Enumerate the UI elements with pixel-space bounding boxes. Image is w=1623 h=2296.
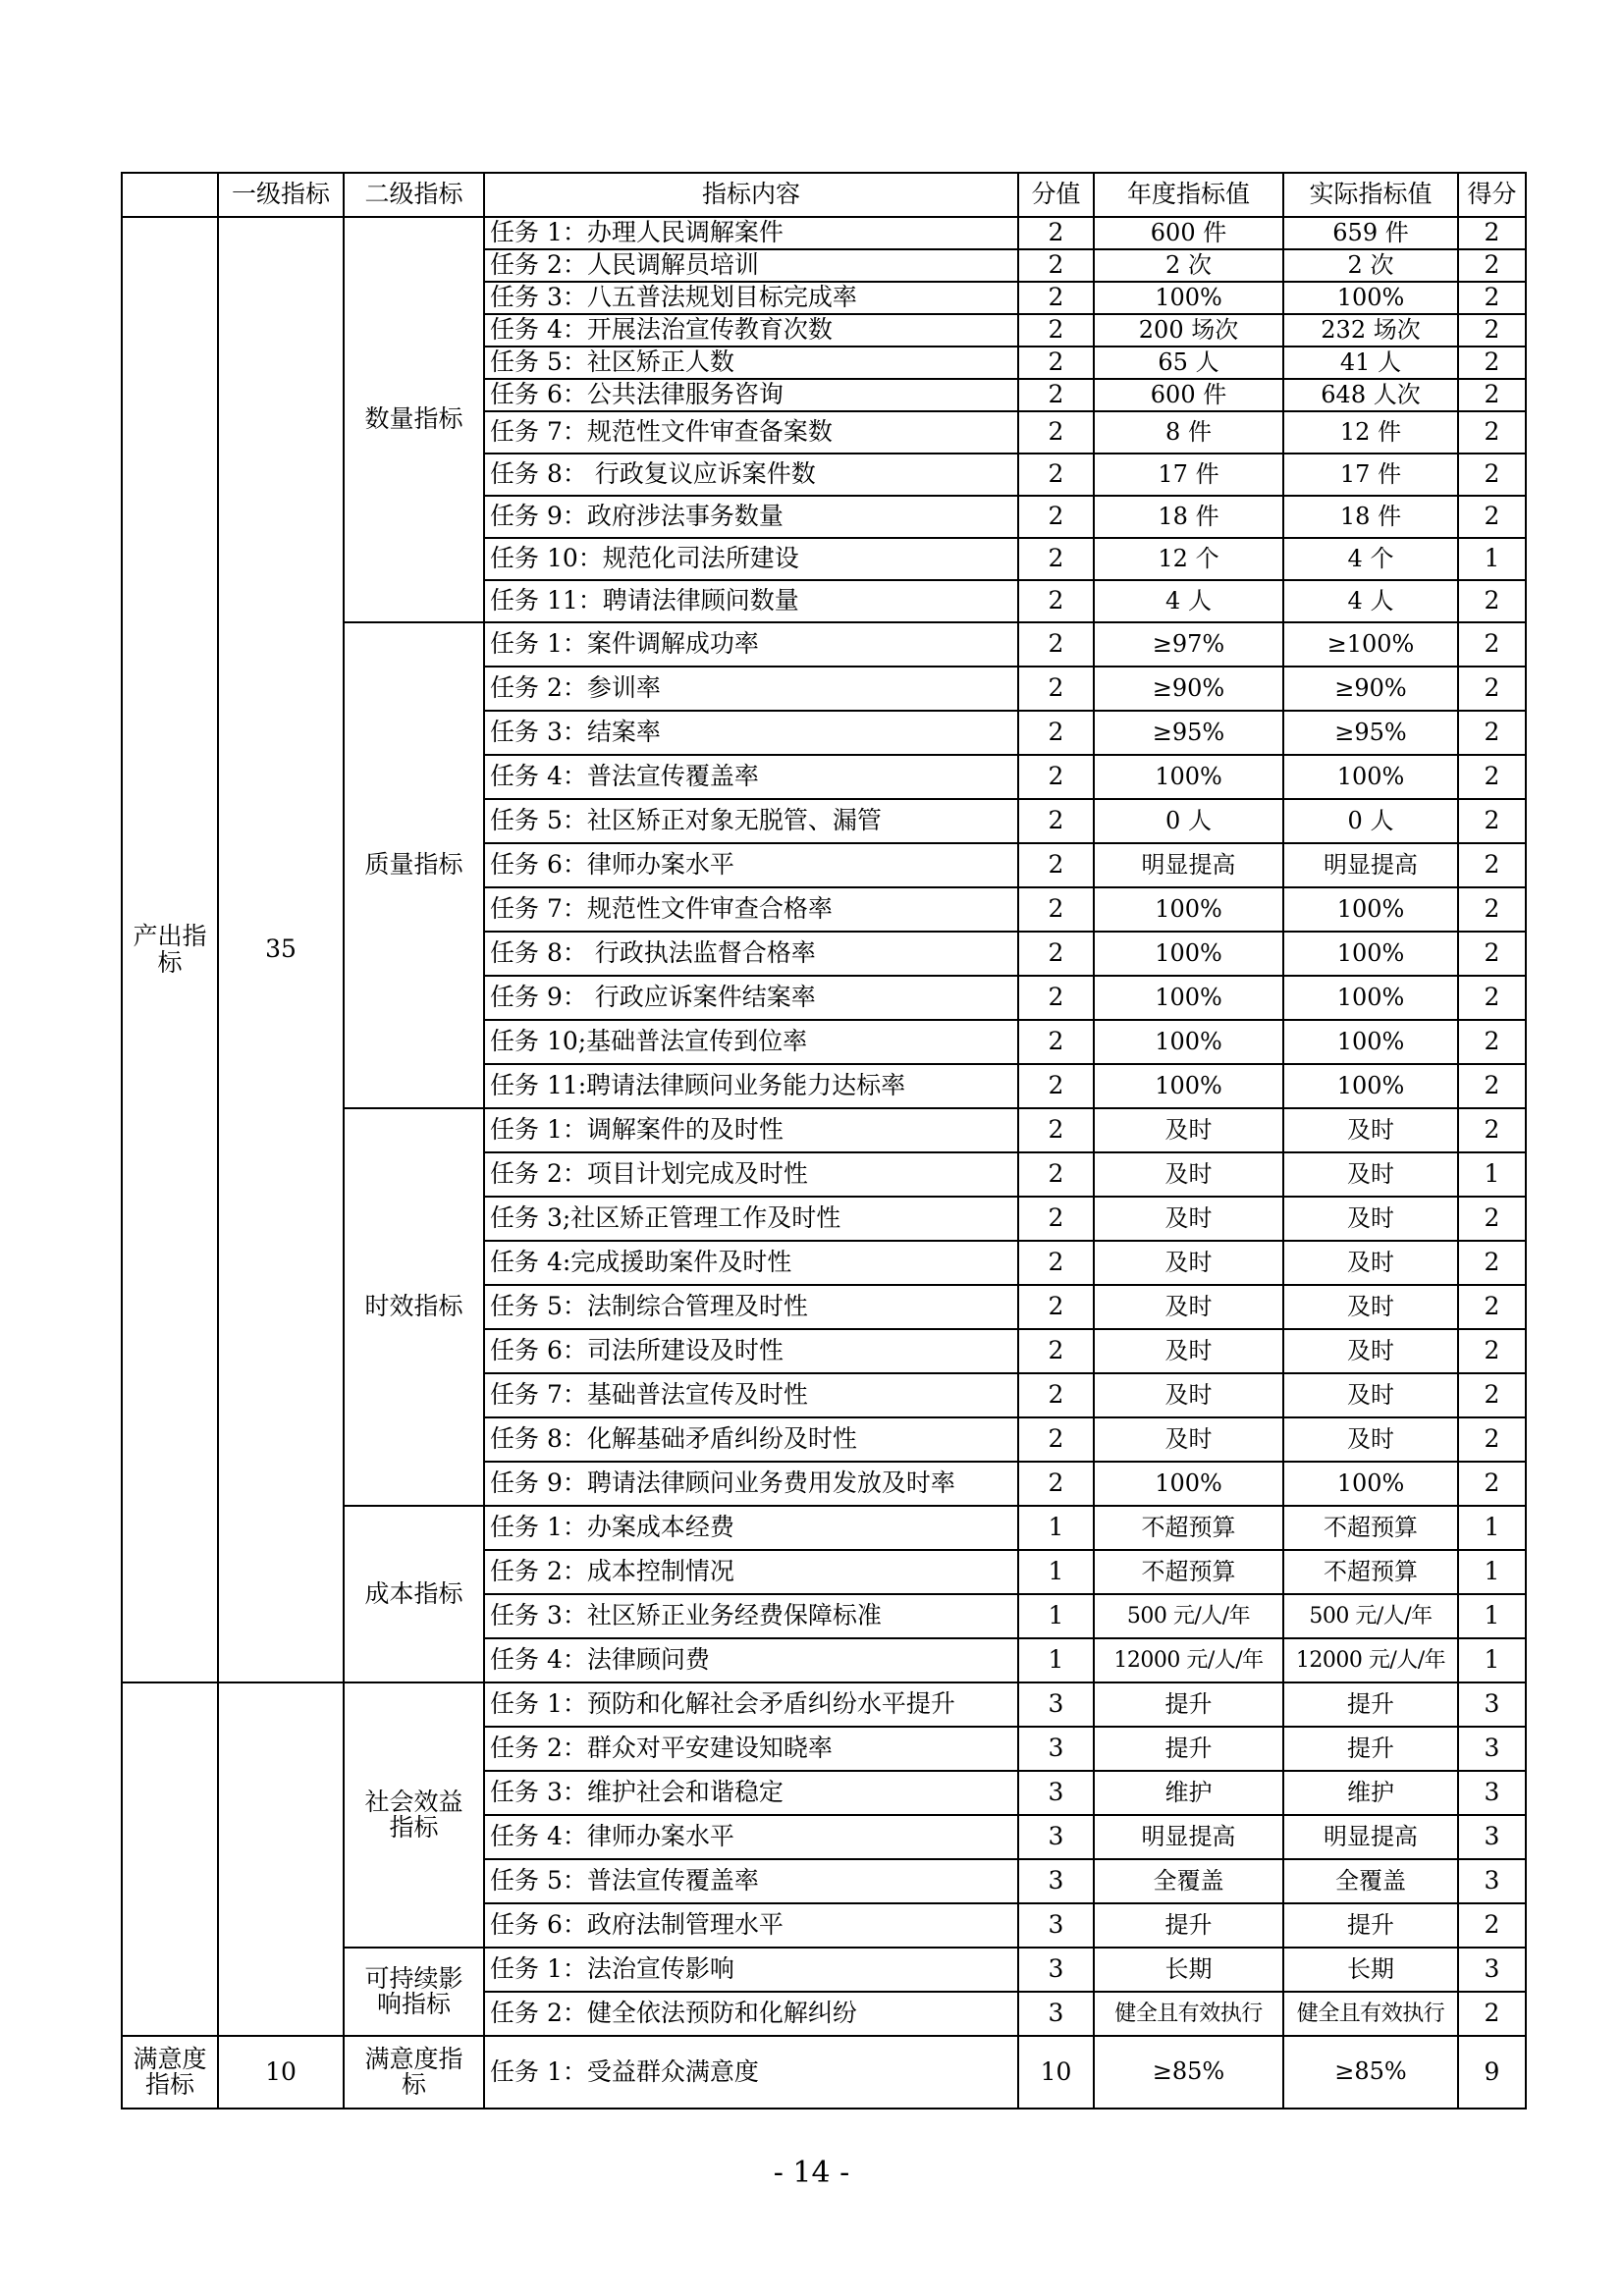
- annual-target-cell: 全覆盖: [1094, 1859, 1283, 1903]
- points-cell: 2: [1458, 249, 1526, 282]
- points-cell: 2: [1458, 411, 1526, 454]
- indicator-content-cell: 任务 11：聘请法律顾问数量: [484, 580, 1018, 622]
- actual-value-cell: 及时: [1283, 1329, 1458, 1373]
- annual-target-cell: 500 元/人/年: [1094, 1594, 1283, 1638]
- score-cell: 3: [1018, 1815, 1094, 1859]
- score-cell: 2: [1018, 1417, 1094, 1462]
- score-cell: 2: [1018, 1108, 1094, 1152]
- score-cell: 2: [1018, 755, 1094, 799]
- points-cell: 2: [1458, 887, 1526, 932]
- points-cell: 2: [1458, 622, 1526, 667]
- score-cell: 2: [1018, 217, 1094, 249]
- indicator-content-cell: 任务 2：成本控制情况: [484, 1550, 1018, 1594]
- indicator-content-cell: 任务 2：群众对平安建设知晓率: [484, 1727, 1018, 1771]
- points-cell: 2: [1458, 1285, 1526, 1329]
- score-cell: 2: [1018, 667, 1094, 711]
- points-cell: 2: [1458, 1197, 1526, 1241]
- score-cell: 2: [1018, 538, 1094, 580]
- points-cell: 2: [1458, 667, 1526, 711]
- annual-target-cell: 100%: [1094, 932, 1283, 976]
- actual-value-cell: 41 人: [1283, 347, 1458, 379]
- points-cell: 3: [1458, 1815, 1526, 1859]
- points-cell: 2: [1458, 1417, 1526, 1462]
- indicator-content-cell: 任务 5：普法宣传覆盖率: [484, 1859, 1018, 1903]
- level1-score-cell: [218, 1682, 344, 2036]
- annual-target-cell: 明显提高: [1094, 1815, 1283, 1859]
- indicator-content-cell: 任务 1：法治宣传影响: [484, 1948, 1018, 1992]
- annual-target-cell: 100%: [1094, 282, 1283, 314]
- annual-target-cell: 提升: [1094, 1727, 1283, 1771]
- score-cell: 2: [1018, 1064, 1094, 1108]
- points-cell: 3: [1458, 1859, 1526, 1903]
- indicator-content-cell: 任务 3：维护社会和谐稳定: [484, 1771, 1018, 1815]
- score-cell: 2: [1018, 314, 1094, 347]
- points-cell: 2: [1458, 347, 1526, 379]
- score-cell: 2: [1018, 799, 1094, 843]
- score-cell: 2: [1018, 976, 1094, 1020]
- annual-target-cell: 4 人: [1094, 580, 1283, 622]
- annual-target-cell: 100%: [1094, 1020, 1283, 1064]
- actual-value-cell: 100%: [1283, 1462, 1458, 1506]
- actual-value-cell: 100%: [1283, 755, 1458, 799]
- header-points: 得分: [1458, 173, 1526, 217]
- indicator-content-cell: 任务 6：司法所建设及时性: [484, 1329, 1018, 1373]
- actual-value-cell: 明显提高: [1283, 843, 1458, 887]
- actual-value-cell: 100%: [1283, 887, 1458, 932]
- indicator-content-cell: 任务 3：社区矫正业务经费保障标准: [484, 1594, 1018, 1638]
- indicator-content-cell: 任务 1：案件调解成功率: [484, 622, 1018, 667]
- header-level2: 二级指标: [344, 173, 484, 217]
- indicator-content-cell: 任务 9： 行政应诉案件结案率: [484, 976, 1018, 1020]
- level2-indicator-cell: 数量指标: [344, 217, 484, 622]
- score-cell: 2: [1018, 1197, 1094, 1241]
- annual-target-cell: 18 件: [1094, 496, 1283, 538]
- indicator-content-cell: 任务 1：调解案件的及时性: [484, 1108, 1018, 1152]
- points-cell: 3: [1458, 1682, 1526, 1727]
- actual-value-cell: 及时: [1283, 1241, 1458, 1285]
- annual-target-cell: 100%: [1094, 1462, 1283, 1506]
- annual-target-cell: 健全且有效执行: [1094, 1992, 1283, 2036]
- indicator-content-cell: 任务 4：律师办案水平: [484, 1815, 1018, 1859]
- points-cell: 3: [1458, 1948, 1526, 1992]
- indicator-content-cell: 任务 4：法律顾问费: [484, 1638, 1018, 1682]
- points-cell: 2: [1458, 217, 1526, 249]
- indicator-content-cell: 任务 7：规范性文件审查备案数: [484, 411, 1018, 454]
- annual-target-cell: 不超预算: [1094, 1506, 1283, 1550]
- indicator-content-cell: 任务 8： 行政执法监督合格率: [484, 932, 1018, 976]
- level1-indicator-cell: 满意度指标: [122, 2036, 218, 2109]
- actual-value-cell: 18 件: [1283, 496, 1458, 538]
- score-cell: 2: [1018, 379, 1094, 411]
- points-cell: 2: [1458, 711, 1526, 755]
- score-cell: 3: [1018, 1859, 1094, 1903]
- indicator-content-cell: 任务 2：参训率: [484, 667, 1018, 711]
- level2-indicator-cell: 社会效益指标: [344, 1682, 484, 1948]
- indicator-content-cell: 任务 4:完成援助案件及时性: [484, 1241, 1018, 1285]
- score-cell: 10: [1018, 2036, 1094, 2109]
- actual-value-cell: 100%: [1283, 282, 1458, 314]
- points-cell: 2: [1458, 1329, 1526, 1373]
- level2-indicator-cell: 满意度指标: [344, 2036, 484, 2109]
- actual-value-cell: 659 件: [1283, 217, 1458, 249]
- points-cell: 2: [1458, 755, 1526, 799]
- header-content: 指标内容: [484, 173, 1018, 217]
- points-cell: 2: [1458, 282, 1526, 314]
- score-cell: 1: [1018, 1550, 1094, 1594]
- annual-target-cell: 不超预算: [1094, 1550, 1283, 1594]
- indicator-content-cell: 任务 3：结案率: [484, 711, 1018, 755]
- indicator-content-cell: 任务 7：基础普法宣传及时性: [484, 1373, 1018, 1417]
- table-row: [122, 2036, 1526, 2109]
- points-cell: 3: [1458, 1727, 1526, 1771]
- score-cell: 2: [1018, 932, 1094, 976]
- annual-target-cell: 及时: [1094, 1417, 1283, 1462]
- actual-value-cell: 及时: [1283, 1152, 1458, 1197]
- actual-value-cell: 提升: [1283, 1903, 1458, 1948]
- points-cell: 1: [1458, 1152, 1526, 1197]
- score-cell: 1: [1018, 1506, 1094, 1550]
- actual-value-cell: 4 人: [1283, 580, 1458, 622]
- points-cell: 1: [1458, 1594, 1526, 1638]
- indicator-content-cell: 任务 9：政府涉法事务数量: [484, 496, 1018, 538]
- annual-target-cell: 100%: [1094, 976, 1283, 1020]
- annual-target-cell: ≥97%: [1094, 622, 1283, 667]
- points-cell: 2: [1458, 580, 1526, 622]
- annual-target-cell: 提升: [1094, 1903, 1283, 1948]
- points-cell: 2: [1458, 379, 1526, 411]
- indicator-content-cell: 任务 8： 行政复议应诉案件数: [484, 454, 1018, 496]
- annual-target-cell: 100%: [1094, 887, 1283, 932]
- table-row: [122, 1682, 1526, 1727]
- score-cell: 3: [1018, 1727, 1094, 1771]
- points-cell: 1: [1458, 538, 1526, 580]
- annual-target-cell: 提升: [1094, 1682, 1283, 1727]
- level1-indicator-cell: 产出指标: [122, 217, 218, 1682]
- header-annual-target: 年度指标值: [1094, 173, 1283, 217]
- level1-score-cell: 35: [218, 217, 344, 1682]
- indicator-content-cell: 任务 1：办案成本经费: [484, 1506, 1018, 1550]
- annual-target-cell: ≥85%: [1094, 2036, 1283, 2109]
- annual-target-cell: 长期: [1094, 1948, 1283, 1992]
- score-cell: 2: [1018, 622, 1094, 667]
- points-cell: 9: [1458, 2036, 1526, 2109]
- annual-target-cell: ≥95%: [1094, 711, 1283, 755]
- annual-target-cell: 100%: [1094, 755, 1283, 799]
- indicator-content-cell: 任务 5：法制综合管理及时性: [484, 1285, 1018, 1329]
- score-cell: 2: [1018, 1285, 1094, 1329]
- indicator-content-cell: 任务 6：公共法律服务咨询: [484, 379, 1018, 411]
- points-cell: 2: [1458, 1108, 1526, 1152]
- indicator-content-cell: 任务 6：政府法制管理水平: [484, 1903, 1018, 1948]
- points-cell: 2: [1458, 1373, 1526, 1417]
- score-cell: 2: [1018, 1152, 1094, 1197]
- score-cell: 2: [1018, 496, 1094, 538]
- score-cell: 2: [1018, 843, 1094, 887]
- actual-value-cell: 不超预算: [1283, 1550, 1458, 1594]
- indicator-content-cell: 任务 1：预防和化解社会矛盾纠纷水平提升: [484, 1682, 1018, 1727]
- actual-value-cell: 12000 元/人/年: [1283, 1638, 1458, 1682]
- score-cell: 3: [1018, 1992, 1094, 2036]
- actual-value-cell: 648 人次: [1283, 379, 1458, 411]
- score-cell: 1: [1018, 1638, 1094, 1682]
- score-cell: 3: [1018, 1903, 1094, 1948]
- actual-value-cell: 健全且有效执行: [1283, 1992, 1458, 2036]
- points-cell: 2: [1458, 976, 1526, 1020]
- score-cell: 2: [1018, 887, 1094, 932]
- points-cell: 1: [1458, 1638, 1526, 1682]
- points-cell: 2: [1458, 314, 1526, 347]
- header-score: 分值: [1018, 173, 1094, 217]
- actual-value-cell: 100%: [1283, 976, 1458, 1020]
- points-cell: 2: [1458, 1992, 1526, 2036]
- points-cell: 2: [1458, 1241, 1526, 1285]
- actual-value-cell: ≥85%: [1283, 2036, 1458, 2109]
- indicator-content-cell: 任务 2：健全依法预防和化解纠纷: [484, 1992, 1018, 2036]
- score-cell: 2: [1018, 1241, 1094, 1285]
- score-cell: 3: [1018, 1948, 1094, 1992]
- actual-value-cell: 100%: [1283, 1064, 1458, 1108]
- points-cell: 2: [1458, 1903, 1526, 1948]
- annual-target-cell: 及时: [1094, 1241, 1283, 1285]
- score-cell: 2: [1018, 1020, 1094, 1064]
- score-cell: 2: [1018, 1462, 1094, 1506]
- annual-target-cell: 17 件: [1094, 454, 1283, 496]
- header-level1: 一级指标: [218, 173, 344, 217]
- table-body: [122, 217, 1526, 2109]
- score-cell: 2: [1018, 454, 1094, 496]
- actual-value-cell: ≥90%: [1283, 667, 1458, 711]
- indicator-content-cell: 任务 5：社区矫正对象无脱管、漏管: [484, 799, 1018, 843]
- actual-value-cell: 及时: [1283, 1197, 1458, 1241]
- level2-indicator-cell: 成本指标: [344, 1506, 484, 1682]
- points-cell: 2: [1458, 496, 1526, 538]
- level2-indicator-cell: 时效指标: [344, 1108, 484, 1506]
- annual-target-cell: 12000 元/人/年: [1094, 1638, 1283, 1682]
- score-cell: 2: [1018, 711, 1094, 755]
- indicator-content-cell: 任务 10：规范化司法所建设: [484, 538, 1018, 580]
- annual-target-cell: 维护: [1094, 1771, 1283, 1815]
- points-cell: 2: [1458, 799, 1526, 843]
- indicator-content-cell: 任务 9：聘请法律顾问业务费用发放及时率: [484, 1462, 1018, 1506]
- annual-target-cell: 及时: [1094, 1197, 1283, 1241]
- level1-indicator-cell: [122, 1682, 218, 2036]
- score-cell: 1: [1018, 1594, 1094, 1638]
- indicator-content-cell: 任务 10;基础普法宣传到位率: [484, 1020, 1018, 1064]
- score-cell: 2: [1018, 411, 1094, 454]
- indicator-content-cell: 任务 6：律师办案水平: [484, 843, 1018, 887]
- score-cell: 2: [1018, 249, 1094, 282]
- points-cell: 2: [1458, 843, 1526, 887]
- actual-value-cell: 232 场次: [1283, 314, 1458, 347]
- score-cell: 2: [1018, 580, 1094, 622]
- annual-target-cell: 及时: [1094, 1108, 1283, 1152]
- indicator-content-cell: 任务 5：社区矫正人数: [484, 347, 1018, 379]
- score-cell: 2: [1018, 1329, 1094, 1373]
- indicator-content-cell: 任务 4：普法宣传覆盖率: [484, 755, 1018, 799]
- score-cell: 2: [1018, 282, 1094, 314]
- annual-target-cell: 2 次: [1094, 249, 1283, 282]
- points-cell: 3: [1458, 1771, 1526, 1815]
- annual-target-cell: ≥90%: [1094, 667, 1283, 711]
- level2-indicator-cell: 可持续影响指标: [344, 1948, 484, 2036]
- actual-value-cell: 17 件: [1283, 454, 1458, 496]
- annual-target-cell: 8 件: [1094, 411, 1283, 454]
- performance-indicator-table: [121, 172, 1527, 2109]
- score-cell: 3: [1018, 1771, 1094, 1815]
- annual-target-cell: 及时: [1094, 1373, 1283, 1417]
- table-header-row: [122, 173, 1526, 217]
- actual-value-cell: 及时: [1283, 1417, 1458, 1462]
- points-cell: 2: [1458, 1020, 1526, 1064]
- actual-value-cell: 2 次: [1283, 249, 1458, 282]
- actual-value-cell: 提升: [1283, 1727, 1458, 1771]
- actual-value-cell: 不超预算: [1283, 1506, 1458, 1550]
- indicator-content-cell: 任务 2：人民调解员培训: [484, 249, 1018, 282]
- page-number: - 14 -: [773, 2156, 850, 2190]
- annual-target-cell: 12 个: [1094, 538, 1283, 580]
- actual-value-cell: 100%: [1283, 932, 1458, 976]
- indicator-content-cell: 任务 2：项目计划完成及时性: [484, 1152, 1018, 1197]
- score-cell: 2: [1018, 1373, 1094, 1417]
- indicator-content-cell: 任务 1：办理人民调解案件: [484, 217, 1018, 249]
- indicator-content-cell: 任务 4：开展法治宣传教育次数: [484, 314, 1018, 347]
- annual-target-cell: 明显提高: [1094, 843, 1283, 887]
- score-cell: 2: [1018, 347, 1094, 379]
- annual-target-cell: 600 件: [1094, 217, 1283, 249]
- score-cell: 3: [1018, 1682, 1094, 1727]
- annual-target-cell: 65 人: [1094, 347, 1283, 379]
- header-actual-value: 实际指标值: [1283, 173, 1458, 217]
- actual-value-cell: 500 元/人/年: [1283, 1594, 1458, 1638]
- annual-target-cell: 100%: [1094, 1064, 1283, 1108]
- points-cell: 2: [1458, 454, 1526, 496]
- actual-value-cell: 0 人: [1283, 799, 1458, 843]
- annual-target-cell: 及时: [1094, 1152, 1283, 1197]
- actual-value-cell: 及时: [1283, 1285, 1458, 1329]
- points-cell: 2: [1458, 1064, 1526, 1108]
- actual-value-cell: 维护: [1283, 1771, 1458, 1815]
- actual-value-cell: 长期: [1283, 1948, 1458, 1992]
- actual-value-cell: 全覆盖: [1283, 1859, 1458, 1903]
- actual-value-cell: 100%: [1283, 1020, 1458, 1064]
- actual-value-cell: 及时: [1283, 1108, 1458, 1152]
- indicator-content-cell: 任务 1：受益群众满意度: [484, 2036, 1018, 2109]
- annual-target-cell: 0 人: [1094, 799, 1283, 843]
- points-cell: 1: [1458, 1506, 1526, 1550]
- indicator-content-cell: 任务 11:聘请法律顾问业务能力达标率: [484, 1064, 1018, 1108]
- indicator-content-cell: 任务 3;社区矫正管理工作及时性: [484, 1197, 1018, 1241]
- level1-score-cell: 10: [218, 2036, 344, 2109]
- actual-value-cell: 12 件: [1283, 411, 1458, 454]
- table-row: [122, 217, 1526, 249]
- indicator-content-cell: 任务 8：化解基础矛盾纠纷及时性: [484, 1417, 1018, 1462]
- actual-value-cell: 明显提高: [1283, 1815, 1458, 1859]
- header-blank: [122, 173, 218, 217]
- actual-value-cell: ≥100%: [1283, 622, 1458, 667]
- points-cell: 2: [1458, 1462, 1526, 1506]
- actual-value-cell: ≥95%: [1283, 711, 1458, 755]
- annual-target-cell: 600 件: [1094, 379, 1283, 411]
- points-cell: 1: [1458, 1550, 1526, 1594]
- actual-value-cell: 提升: [1283, 1682, 1458, 1727]
- annual-target-cell: 200 场次: [1094, 314, 1283, 347]
- annual-target-cell: 及时: [1094, 1285, 1283, 1329]
- level2-indicator-cell: 质量指标: [344, 622, 484, 1108]
- indicator-content-cell: 任务 3：八五普法规划目标完成率: [484, 282, 1018, 314]
- annual-target-cell: 及时: [1094, 1329, 1283, 1373]
- points-cell: 2: [1458, 932, 1526, 976]
- actual-value-cell: 及时: [1283, 1373, 1458, 1417]
- actual-value-cell: 4 个: [1283, 538, 1458, 580]
- indicator-content-cell: 任务 7：规范性文件审查合格率: [484, 887, 1018, 932]
